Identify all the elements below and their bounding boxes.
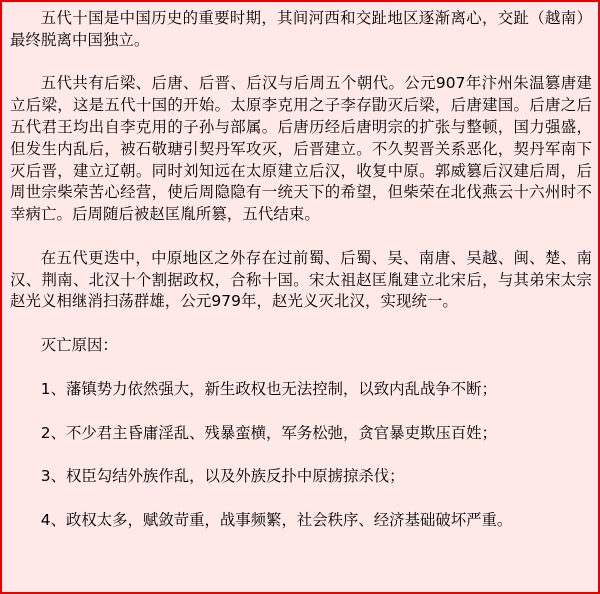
reason-item: 2、不少君主昏庸淫乱、残暴蛮横，军务松弛，贪官暴吏欺压百姓；: [40, 423, 497, 442]
article-content: [10, 8, 592, 532]
five-dynasties-paragraph: 五代共有后梁、后唐、后晋、后汉与后周五个朝代。公元907年汴州朱温篡唐建立后梁，这是五代十国的开始。太原李克用之子李存勖灭后梁，后唐建国。后唐之后五代君王均出自李克用的子孙与部属。后唐历经后唐明宗的扩张与整顿，国力强盛，但发生内乱后，被石敬瑭引契丹军攻灭，后晋建立。不久契晋关系恶化，契丹军南下灭后晋，建立辽朝。同时刘知远在太原建立后汉，收复中原。郭威篡后汉建后周，后周世宗柴荣苦心经营，使后周隐隐有一统天下的希望，但柴荣在北伐燕云十六州时不幸病亡。后周随后被赵匡胤所篡，五代结束。: [10, 74, 592, 224]
intro-paragraph: 五代十国是中国历史的重要时期，其间河西和交趾地区逐渐离心，交趾（越南）最终脱离中国独立。: [10, 9, 592, 49]
paragraph-spacer: [10, 226, 592, 248]
reasons-heading: 灭亡原因：: [40, 335, 118, 354]
reason-item: 4、政权太多，赋敛苛重，战事频繁，社会秩序、经济基础破坏严重。: [40, 511, 513, 530]
paragraph-spacer: [10, 488, 592, 510]
reason-item: 3、权臣勾结外族作乱，以及外族反扑中原掳掠杀伐；: [40, 467, 405, 486]
paragraph-spacer: [10, 52, 592, 74]
paragraph-spacer: [10, 401, 592, 423]
reason-item: 1、藩镇势力依然强大，新生政权也无法控制，以致内乱战争不断；: [40, 379, 497, 398]
paragraph-spacer: [10, 444, 592, 466]
paragraph-spacer: [10, 357, 592, 379]
paragraph-spacer: [10, 313, 592, 335]
ten-kingdoms-paragraph: 在五代更迭中，中原地区之外存在过前蜀、后蜀、吴、南唐、吴越、闽、楚、南汉、荆南、北汉十个割据政权，合称十国。宋太祖赵匡胤建立北宋后，与其弟宋太宗赵光义相继消扫荡群雄，公元979年，赵光义灭北汉，实现统一。: [10, 248, 592, 311]
